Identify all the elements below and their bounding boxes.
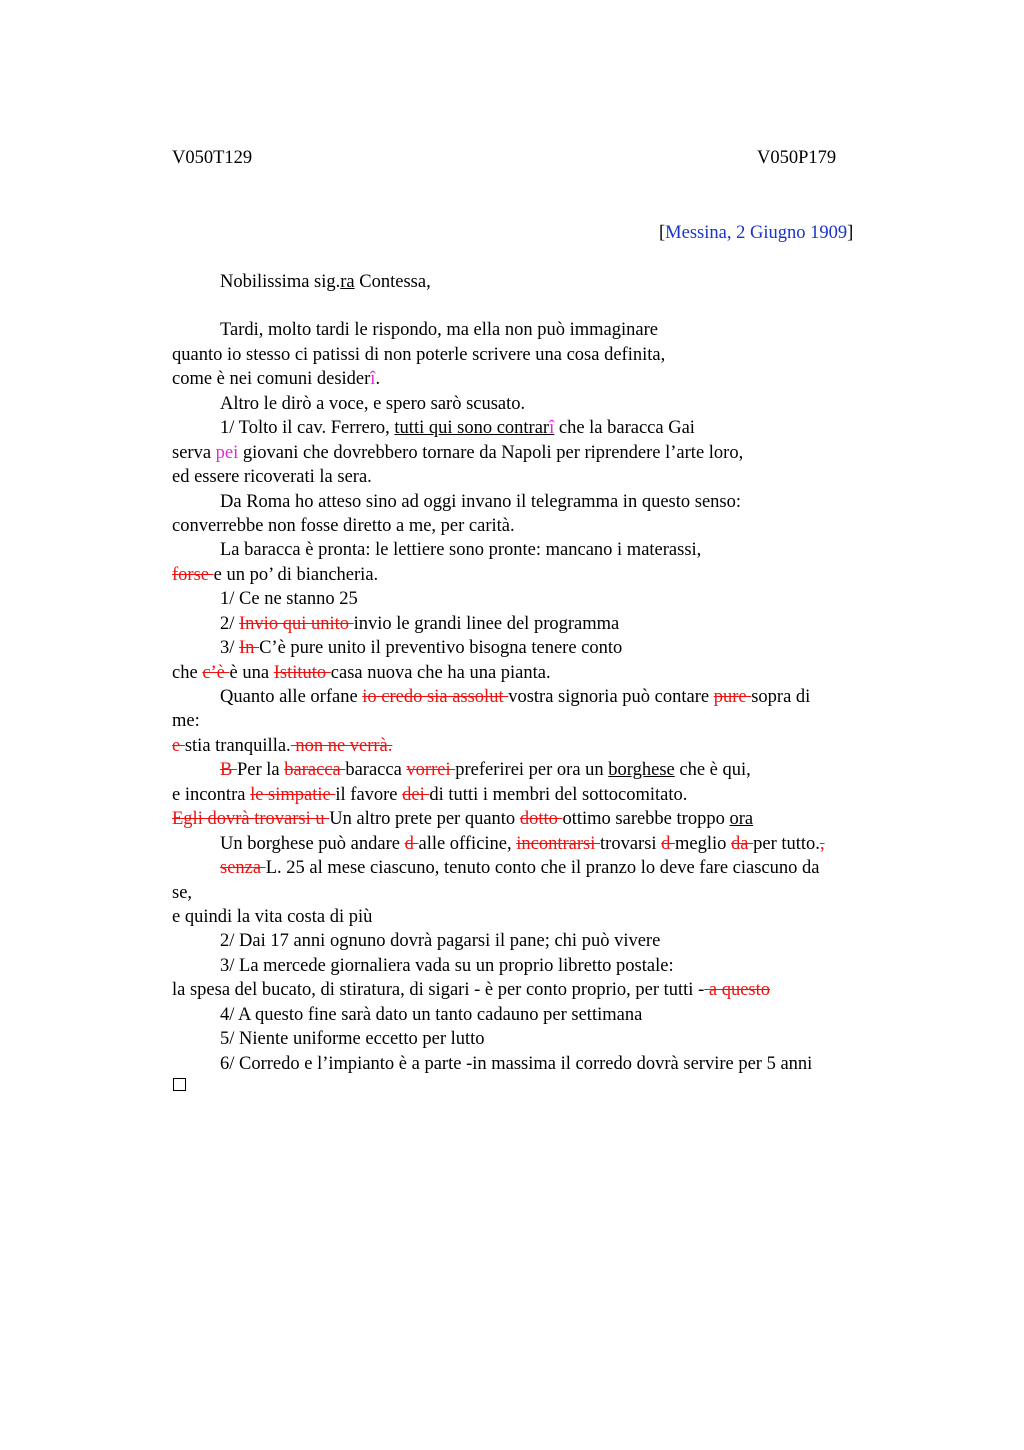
text-segment: per tutto. — [753, 834, 820, 854]
text-segment: alle officine, — [418, 834, 517, 854]
body-line-5 — [220, 417, 695, 439]
body-line-12: 1/ Ce ne stanno 25 — [220, 589, 358, 609]
body-line-3 — [172, 368, 380, 390]
body-line-27: 3/ La mercede giornaliera vada su un proprio libretto postale: — [220, 956, 674, 976]
text-segment: 2/ — [220, 614, 240, 634]
deleted-text: In — [239, 638, 260, 658]
text-segment: la spesa del bucato, di stiratura, di sigari - è per conto proprio, per tutti - — [172, 980, 705, 1000]
body-line-19 — [220, 759, 751, 781]
deleted-text: pure — [713, 687, 752, 707]
text-segment: casa nuova che ha una pianta. — [330, 663, 551, 683]
text-segment: e incontra — [172, 785, 251, 805]
dateline — [659, 222, 853, 244]
text-segment: L. 25 al mese ciascuno, tenuto conto che il pranzo lo deve fare ciascuno da — [265, 858, 820, 878]
body-line-17: me: — [172, 711, 200, 731]
dateline-close-bracket: ] — [847, 223, 854, 243]
text-segment: vostra signoria può contare — [508, 687, 714, 707]
body-line-15 — [172, 662, 551, 684]
body-line-13 — [220, 613, 619, 635]
text-segment: Un altro prete per quanto — [329, 809, 520, 829]
text-segment: trovarsi — [600, 834, 662, 854]
text-segment: meglio — [675, 834, 732, 854]
body-line-31: 6/ Corredo e l’impianto è a parte -in massima il corredo dovrà servire per 5 anni — [220, 1054, 813, 1074]
dateline-text: Messina, 2 Giugno 1909 — [665, 223, 848, 243]
deleted-text: dotto — [519, 809, 563, 829]
salutation-abbrev: ra — [340, 272, 355, 292]
text-segment: Per la — [236, 760, 285, 780]
body-line-2: quanto io stesso ci patissi di non poterle scrivere una cosa definita, — [172, 345, 666, 365]
deleted-text: dei — [402, 785, 430, 805]
header-right-code: V050P179 — [757, 148, 837, 168]
text-segment: 3/ — [220, 638, 240, 658]
deleted-text: baracca — [284, 760, 346, 780]
deleted-text: forse — [172, 565, 214, 585]
deleted-text: Invio qui unito — [239, 614, 354, 634]
deleted-text: io credo sia assolut — [362, 687, 509, 707]
text-segment: 1/ Tolto il cav. Ferrero, — [220, 418, 395, 438]
body-line-30: 5/ Niente uniforme eccetto per lutto — [220, 1029, 485, 1049]
deleted-text: non ne verrà. — [290, 736, 393, 756]
underlined-segment — [394, 418, 554, 438]
text-segment: è una — [229, 663, 274, 683]
deleted-text: a questo — [704, 980, 770, 1000]
deleted-text: incontrarsi — [516, 834, 601, 854]
text-segment: sopra di — [751, 687, 811, 707]
salutation — [220, 271, 431, 293]
body-line-29: 4/ A questo fine sarà dato un tanto cadauno per settimana — [220, 1005, 643, 1025]
deleted-text: Istituto — [273, 663, 331, 683]
dateline-open-bracket: [ — [659, 223, 666, 243]
deleted-text: d — [661, 834, 676, 854]
text-segment: che — [172, 663, 203, 683]
deleted-text: senza — [220, 858, 266, 878]
body-line-22 — [220, 833, 825, 855]
text-segment: giovani che dovrebbero tornare da Napoli per riprendere l’arte loro, — [238, 443, 744, 463]
text-segment: come è nei comuni desider — [172, 369, 371, 389]
deleted-text: , — [819, 834, 825, 854]
text-segment: C’è pure unito il preventivo bisogna tenere conto — [259, 638, 623, 658]
body-line-8: Da Roma ho atteso sino ad oggi invano il telegramma in questo senso: — [220, 492, 741, 512]
body-line-23 — [220, 857, 819, 879]
text-segment: ottimo sarebbe troppo — [562, 809, 730, 829]
body-line-9: converrebbe non fosse diretto a me, per carità. — [172, 516, 515, 536]
text-segment: il favore — [335, 785, 403, 805]
body-line-28 — [172, 979, 770, 1001]
body-line-11 — [172, 564, 378, 586]
body-line-20 — [172, 784, 687, 806]
salutation-post: Contessa, — [354, 272, 431, 292]
body-line-6 — [172, 442, 743, 464]
body-line-26: 2/ Dai 17 anni ognuno dovrà pagarsi il pane; chi può vivere — [220, 931, 661, 951]
text-segment: preferirei per ora un — [455, 760, 609, 780]
text-segment: stia tranquilla. — [184, 736, 291, 756]
body-line-1: Tardi, molto tardi le rispondo, ma ella non può immaginare — [220, 320, 658, 340]
deleted-text: vorrei — [406, 760, 456, 780]
body-line-25: e quindi la vita costa di più — [172, 907, 373, 927]
deleted-text: da — [731, 834, 754, 854]
underlined-segment: borghese — [608, 760, 675, 780]
deleted-text: B — [220, 760, 237, 780]
body-line-4: Altro le dirò a voce, e spero sarò scusato. — [220, 394, 526, 414]
body-line-7: ed essere ricoverati la sera. — [172, 467, 372, 487]
text-segment: e un po’ di biancheria. — [213, 565, 379, 585]
body-line-14 — [220, 637, 622, 659]
text-segment: che la baracca Gai — [554, 418, 695, 438]
editor-mark: î — [370, 369, 376, 389]
deleted-text: c’è — [202, 663, 230, 683]
salutation-pre: Nobilissima sig. — [220, 272, 341, 292]
editor-mark: pei — [215, 443, 239, 463]
text-segment: Un borghese può andare — [220, 834, 405, 854]
editor-mark: î — [549, 418, 555, 438]
body-line-16 — [220, 686, 810, 708]
text-segment: invio le grandi linee del programma — [353, 614, 620, 634]
body-line-24: se, — [172, 883, 193, 903]
body-line-10: La baracca è pronta: le lettiere sono pronte: mancano i materassi, — [220, 540, 702, 560]
text-segment: di tutti i membri del sottocomitato. — [429, 785, 688, 805]
deleted-text: d — [404, 834, 419, 854]
header-left-code: V050T129 — [172, 148, 253, 168]
text-segment: Quanto alle orfane — [220, 687, 363, 707]
deleted-text: Egli dovrà trovarsi u — [172, 809, 330, 829]
text-segment: serva — [172, 443, 216, 463]
body-line-18 — [172, 735, 392, 757]
text-segment: tutti qui sono contrar — [394, 418, 550, 438]
deleted-text: le simpatie — [250, 785, 336, 805]
text-segment: baracca — [345, 760, 407, 780]
deleted-text: e — [172, 736, 185, 756]
underlined-segment: ora — [729, 809, 754, 829]
text-segment: . — [375, 369, 381, 389]
text-segment: che è qui, — [674, 760, 751, 780]
body-line-21 — [172, 808, 753, 830]
end-marker-box — [173, 1078, 186, 1091]
